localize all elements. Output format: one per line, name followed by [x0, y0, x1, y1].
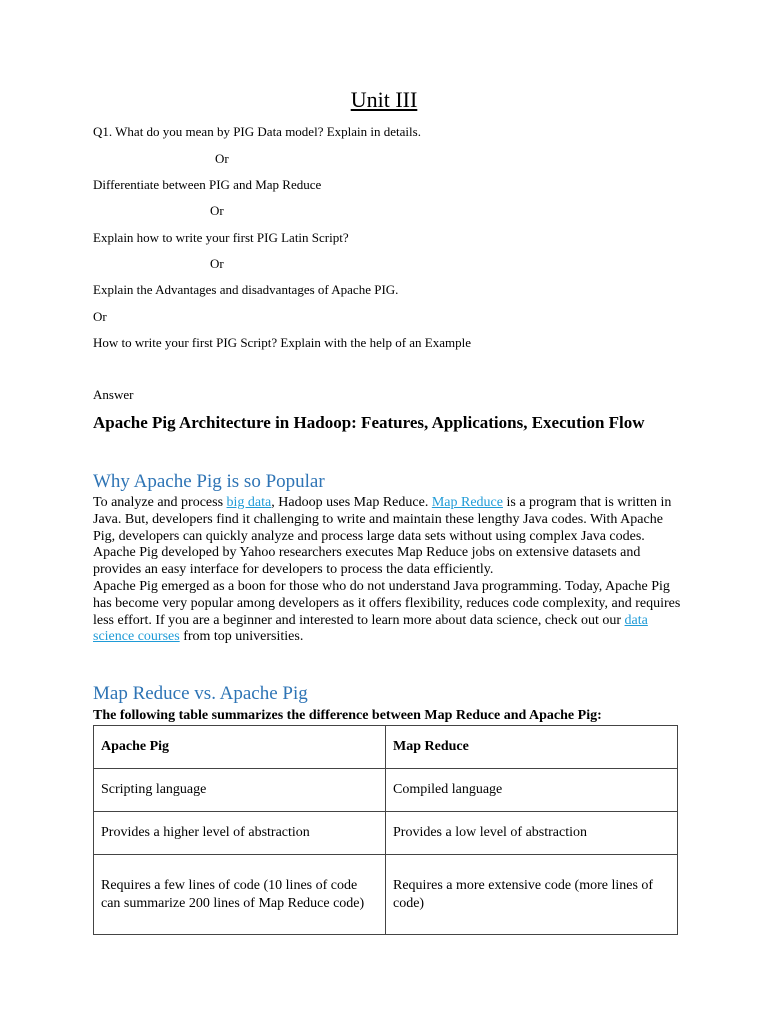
table-cell: Requires a more extensive code (more lines of code) [386, 855, 678, 935]
table-cell: Provides a low level of abstraction [386, 812, 678, 855]
paragraph-text: Apache Pig emerged as a boon for those who do not understand Java programming. Today, Apache Pig has become very popular among developers as it offers flexibility, reduces code complexity, and requires less effort. If you are a beginner and interested to learn more about data science, check out our [93, 578, 681, 628]
table-cell: Scripting language [94, 769, 386, 812]
paragraph-text: , Hadoop uses Map Reduce. [271, 495, 432, 510]
answer-label: Answer [93, 387, 134, 402]
table-cell: Compiled language [386, 769, 678, 812]
paragraph-text: is a program that is written in Java. But, developers find it challenging to write and maintain these lengthy Java codes. With Apache Pig, developers can quickly analyze and process large data sets without using complex Java codes. Apache Pig developed by Yahoo researchers executes Map Reduce jobs on extensive datasets and provides an easy interface for developers to process the data efficiently. [93, 495, 672, 578]
or-separator: Or [210, 203, 224, 218]
paragraph-text: from top universities. [179, 629, 304, 645]
section-heading-popular: Why Apache Pig is so Popular [93, 471, 325, 492]
question-2: Differentiate between PIG and Map Reduce [93, 177, 322, 192]
question-3: Explain how to write your first PIG Latin Script? [93, 230, 349, 245]
paragraph-text: To analyze and process [93, 495, 227, 510]
section-heading-comparison: Map Reduce vs. Apache Pig [93, 683, 308, 704]
table-cell: Provides a higher level of abstraction [94, 812, 386, 855]
table-header-row [94, 726, 678, 769]
question-4: Explain the Advantages and disadvantages of Apache PIG. [93, 282, 399, 297]
map-reduce-link[interactable]: Map Reduce [431, 495, 503, 510]
data-science-courses-link[interactable]: data science courses [93, 612, 648, 645]
question-5: How to write your first PIG Script? Explain with the help of an Example [93, 335, 472, 350]
table-caption: The following table summarizes the difference between Map Reduce and Apache Pig: [93, 708, 602, 723]
main-heading: Apache Pig Architecture in Hadoop: Features, Applications, Execution Flow [93, 413, 645, 432]
or-separator: Or [93, 309, 107, 324]
comparison-table [93, 725, 678, 935]
table-header-map-reduce: Map Reduce [386, 726, 678, 769]
or-separator: Or [210, 256, 224, 271]
table-row [94, 855, 678, 935]
table-cell: Requires a few lines of code (10 lines of code can summarize 200 lines of Map Reduce code) [94, 855, 386, 935]
paragraph-intro [93, 495, 683, 646]
big-data-link[interactable]: big data [226, 495, 272, 510]
table-header-apache-pig: Apache Pig [94, 726, 386, 769]
or-separator: Or [215, 151, 229, 166]
table-row [94, 812, 678, 855]
table-row [94, 769, 678, 812]
page-title: Unit III [350, 87, 418, 112]
question-1: Q1. What do you mean by PIG Data model? Explain in details. [93, 124, 421, 139]
